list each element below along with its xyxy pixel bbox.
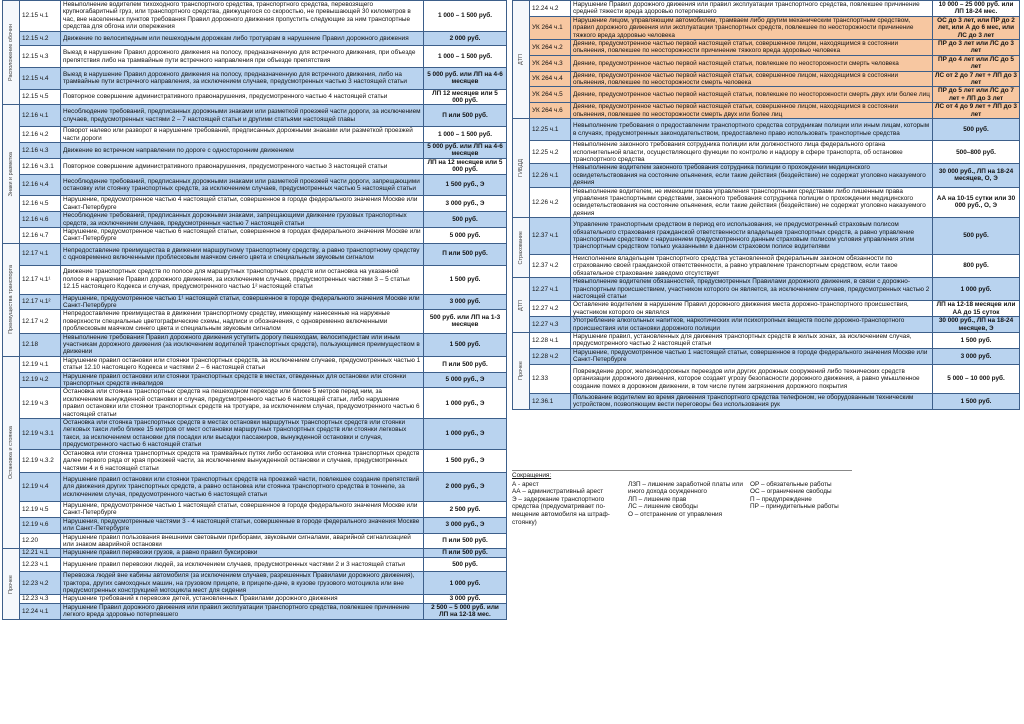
description-cell: Нарушение требований к перевозке детей, установленных Правилами дорожного движения	[61, 595, 424, 603]
description-cell: Непредоставление преимущества в движении транспортному средству, имеющему нанесенные на наружные поверхности специальные цветографические схемы, надписи и обозначения, с одновременно включенными проблесковым маячком синего цвета и специальным звуковым сигналом	[61, 310, 424, 333]
fine-cell: 2 500 руб.	[424, 501, 507, 517]
description-cell: Деяние, предусмотренное частью первой настоящей статьи, повлекшее по неосторожности смерть человека	[571, 55, 933, 71]
legend-column	[628, 481, 746, 527]
article-cell: 12.17 ч.1²	[20, 294, 61, 310]
legend-item: Э – задержание транспортного средства (предусматривает помещение автомобиля на штрафстоянку)	[512, 495, 610, 526]
article-cell: УК 264 ч.4	[530, 71, 571, 87]
fine-cell: 30 000 руб., ЛП на 18-24 месяцев, Э	[933, 317, 1020, 333]
article-cell: 12.17 ч.1¹	[20, 265, 61, 294]
fine-cell: П или 500 руб.	[424, 356, 507, 372]
article-cell: 12.24 ч.2	[530, 1, 571, 17]
legend-item: ПР – принудительные работы	[750, 503, 839, 511]
description-cell: Нарушение правил остановки или стоянки транспортных средств в местах, отведенных для остановки или стоянки транспортных средств инвалидов	[61, 372, 424, 388]
description-cell: Нарушение правил пользования внешними световыми приборами, звуковыми сигналами, аварийной сигнализацией или знаком аварийной остановки	[61, 533, 424, 549]
fine-row	[3, 67, 507, 89]
fine-row	[3, 105, 507, 127]
article-cell: 12.27 ч.1	[530, 278, 571, 301]
section-label-text: Знаки и разметка	[8, 151, 14, 197]
description-cell: Деяние, предусмотренное частью первой настоящей статьи, повлекшее по неосторожности смерть двух или более лиц	[571, 87, 933, 103]
fine-row	[513, 87, 1020, 103]
fine-row	[3, 517, 507, 533]
fine-cell: 3 000 руб.	[933, 348, 1020, 364]
description-cell: Выезд в нарушение Правил дорожного движения на полосу, предназначенную для встречного движения, при объезде препятствия либо на трамвайные пути встречного направления при объезде препятствия	[61, 46, 424, 68]
fine-row	[513, 71, 1020, 87]
legend-item: ЛП – лишение прав	[628, 495, 687, 503]
article-cell: 12.26 ч.1	[530, 164, 571, 187]
fine-row	[3, 310, 507, 333]
section-label	[513, 333, 530, 410]
article-cell: 12.19 ч.3.1	[20, 419, 61, 450]
right-column	[512, 0, 1020, 722]
fine-cell: 1 500 руб.	[424, 333, 507, 356]
article-cell: 12.24 ч.1	[20, 603, 61, 619]
article-cell: 12.15 ч.2	[20, 31, 61, 46]
right-fines-table	[512, 0, 1020, 410]
fine-row	[3, 356, 507, 372]
description-cell: Остановка или стоянка транспортных средств на трамвайных путях либо остановка или стоянка транспортных средств далее первого ряда от края проезжей части, за исключением вынужденной остановки и случаев, предусмотренных частями 4 и 6 настоящей статьи	[61, 449, 424, 472]
article-cell: 12.28 ч.2	[530, 348, 571, 364]
fine-row	[3, 549, 507, 557]
legend-item: АА – административный арест	[512, 488, 604, 496]
fine-cell: 2 000 руб.	[424, 31, 507, 46]
article-cell: 12.33	[530, 364, 571, 393]
section-label	[3, 243, 20, 356]
fine-cell: ЛП на 12 месяцев или 5 000 руб.	[424, 158, 507, 174]
section-label-text: Остановка и стоянка	[8, 426, 14, 480]
section-label	[3, 105, 20, 243]
description-cell: Нарушение Правил дорожного движения или правил эксплуатации транспортного средства, повлекшее причинение средней тяжести вреда здоровью потерпевшего	[571, 1, 933, 17]
fine-row	[513, 278, 1020, 301]
article-cell: 12.23 ч.1	[20, 557, 61, 572]
fine-row	[513, 141, 1020, 164]
article-cell: 12.21 ч.1	[20, 549, 61, 557]
left-column	[2, 0, 507, 722]
article-cell: УК 264 ч.6	[530, 103, 571, 119]
legend-item: ЛС – лишение свободы	[628, 503, 698, 511]
description-cell: Нарушение правил перевозки грузов, а равно правил буксировки	[61, 549, 424, 557]
fine-row	[3, 333, 507, 356]
section-label	[513, 218, 530, 278]
description-cell: Оставление водителем в нарушение Правил дорожного движения места дорожно-транспортного происшествия, участником которого он являлся	[571, 301, 933, 317]
legend-item: ОР – обязательные работы	[750, 480, 832, 488]
description-cell: Движение по велосипедным или пешеходным дорожкам либо тротуарам в нарушение Правил дорожного движения	[61, 31, 424, 46]
fine-cell: 1 500 руб.	[933, 333, 1020, 349]
fine-cell: 500 руб.	[424, 212, 507, 228]
legend-column	[750, 481, 860, 527]
fine-row	[3, 143, 507, 159]
fine-row	[513, 164, 1020, 187]
fine-cell: 5 000 руб. или ЛП на 4-6 месяцев	[424, 67, 507, 89]
fine-row	[513, 55, 1020, 71]
description-cell: Нарушение правил остановки или стоянки транспортных средств на проезжей части, повлекшее создание препятствий для движения других транспортных средств, а равно остановка или стоянка транспортного средства в тоннеле, за исключением случая, предусмотренного частью 6 настоящей статьи	[61, 472, 424, 501]
section-label-text: Прочее	[518, 361, 524, 381]
fine-cell: ЛС от 2 до 7 лет + ЛП до 3 лет	[933, 71, 1020, 87]
fine-cell: 1 000 руб., Э	[424, 388, 507, 419]
fine-cell: 500–800 руб.	[933, 141, 1020, 164]
description-cell: Несоблюдение требований, предписанных дорожными знаками или разметкой проезжей части дороги, запрещающими остановку или стоянку транспортных средств, за исключением случаев, предусмотренных частью 5 настоящей статьи	[61, 174, 424, 196]
fine-row	[3, 31, 507, 46]
fine-cell: ПР до 5 лет или ЛС до 7 лет + ЛП до 3 лет	[933, 87, 1020, 103]
fine-row	[3, 419, 507, 450]
fine-cell: 5 000 руб., Э	[424, 372, 507, 388]
description-cell: Повторное совершение административного правонарушения, предусмотренного частью 4 настоящей статьи	[61, 89, 424, 105]
fine-cell: ПР до 3 лет или ЛС до 3 лет	[933, 40, 1020, 56]
description-cell: Повторное совершение административного правонарушения, предусмотренного частью 3 настоящей статьи	[61, 158, 424, 174]
legend-item: О – отстранение от управления	[628, 510, 723, 518]
fine-row	[513, 394, 1020, 410]
fine-row	[3, 603, 507, 619]
fine-row	[3, 196, 507, 212]
fine-cell: 1 500 руб.	[424, 265, 507, 294]
fine-row	[513, 218, 1020, 255]
article-cell: 12.25 ч.1	[530, 119, 571, 141]
description-cell: Пользование водителем во время движения транспортного средства телефоном, не оборудованным техническим устройством, позволяющим вести переговоры без использования рук	[571, 394, 933, 410]
fine-cell: П или 500 руб.	[424, 549, 507, 557]
section-label	[3, 356, 20, 549]
fine-row	[513, 254, 1020, 277]
fine-cell: 500 руб. или ЛП на 1-3 месяцев	[424, 310, 507, 333]
section-label	[3, 1, 20, 105]
fine-row	[3, 174, 507, 196]
article-cell: 12.25 ч.2	[530, 141, 571, 164]
article-cell: 12.26 ч.2	[530, 187, 571, 218]
fine-cell: 1 500 руб.	[933, 394, 1020, 410]
fine-cell: ЛП 12 месяцев или 5 000 руб.	[424, 89, 507, 105]
fine-cell: 1 000 руб.	[933, 278, 1020, 301]
legend-item: ОС – ограничение свободы	[750, 488, 832, 496]
fine-cell: 500 руб.	[933, 218, 1020, 255]
article-cell: 12.16 ч.4	[20, 174, 61, 196]
fine-cell: 10 000 – 25 000 руб. или ЛП 18-24 мес.	[933, 1, 1020, 17]
fine-row	[3, 557, 507, 572]
legend-title: Сокращения:	[512, 472, 552, 479]
article-cell: 12.23 ч.3	[20, 595, 61, 603]
section-label	[3, 549, 20, 619]
section-label-text: Прочее	[8, 574, 14, 594]
fine-cell: 3 000 руб.	[424, 595, 507, 603]
article-cell: 12.16 ч.6	[20, 212, 61, 228]
fine-row	[513, 119, 1020, 141]
article-cell: 12.15 ч.3	[20, 46, 61, 68]
description-cell: Остановка или стоянка транспортных средств в местах остановки маршрутных транспортных средств или стоянки легковых такси либо ближе 15 метров от мест остановки маршрутных транспортных средств или стоянки легковых такси, за исключением остановки для посадки или высадки пассажиров, вынужденной остановки и случая, предусмотренного частью 6 настоящей статьи	[61, 419, 424, 450]
section-label-text: Преимущества транспорта	[8, 265, 14, 335]
fine-row	[3, 449, 507, 472]
description-cell: Нарушение правил остановки или стоянки транспортных средств, за исключением случаев, предусмотренных частью 1 статьи 12.10 настоящего Кодекса и частями 2 – 6 настоящей статьи	[61, 356, 424, 372]
description-cell: Движение транспортных средств по полосе для маршрутных транспортных средств или остановка на указанной полосе в нарушение Правил дорожного движения, за исключением случаев, предусмотренных частями 3 – 5 статьи 12.15 настоящего Кодекса и случая, предусмотренного частью 1² настоящей статьи	[61, 265, 424, 294]
fine-row	[3, 595, 507, 603]
article-cell: 12.37 ч.2	[530, 254, 571, 277]
fine-row	[513, 317, 1020, 333]
description-cell: Неисполнение владельцем транспортного средства установленной федеральным законом обязанности по страхованию своей гражданской ответственности, а равно управление транспортным средством, если такое обязательное страхование заведомо отсутствует	[571, 254, 933, 277]
description-cell: Нарушение лицом, управляющим автомобилем, трамваем либо другим механическим транспортным средством, правил дорожного движения или эксплуатации транспортных средств, повлекшее по неосторожности причинение тяжкого вреда здоровью человека	[571, 16, 933, 39]
description-cell: Поворот налево или разворот в нарушение требований, предписанных дорожными знаками или разметкой проезжей части дороги	[61, 127, 424, 143]
fine-row	[3, 388, 507, 419]
section-label	[513, 278, 530, 333]
abbreviations-legend	[512, 470, 852, 526]
description-cell: Невыполнение водителем законного требования сотрудника полиции о прохождении медицинского освидетельствования на состояние опьянения, если такие действия (бездействие) не содержат уголовно наказуемого деяния	[571, 164, 933, 187]
article-cell: 12.19 ч.2	[20, 372, 61, 388]
fine-cell: П или 500 руб.	[424, 105, 507, 127]
fine-row	[3, 228, 507, 244]
description-cell: Невыполнение требования о предоставлении транспортного средства сотрудникам полиции или иным лицам, которым в случаях, предусмотренных законодательством, предоставлено право использовать транспортные средства	[571, 119, 933, 141]
article-cell: УК 264 ч.2	[530, 40, 571, 56]
fine-row	[513, 1, 1020, 17]
article-cell: 12.19 ч.3	[20, 388, 61, 419]
description-cell: Нарушение правил, установленных для движения транспортных средств в жилых зонах, за исключением случая, предусмотренного частью 2 настоящей статьи	[571, 333, 933, 349]
description-cell: Деяние, предусмотренное частью первой настоящей статьи, совершенное лицом, находящимся в состоянии опьянения, повлекшее по неосторожности смерть человека	[571, 71, 933, 87]
legend-item: А - арест	[512, 480, 539, 488]
fine-cell: 5 000 – 10 000 руб.	[933, 364, 1020, 393]
description-cell: Несоблюдение требований, предписанных дорожными знаками или разметкой проезжей части дороги, за исключением случаев, предусмотренных частями 2 – 7 настоящей статьи и другими статьями настоящей главы	[61, 105, 424, 127]
description-cell: Перевозка людей вне кабины автомобиля (за исключением случаев, разрешенных Правилами дорожного движения), трактора, других самоходных машин, на грузовом прицепе, в прицепе-даче, в кузове грузового мотоцикла или вне предусмотренных конструкцией мотоцикла мест для сидения	[61, 572, 424, 595]
description-cell: Невыполнение водителем обязанностей, предусмотренных Правилами дорожного движения, в связи с дорожно-транспортным происшествием, участником которого он является, за исключением случаев, предусмотренных частью 2 настоящей статьи	[571, 278, 933, 301]
fine-row	[3, 265, 507, 294]
fine-row	[3, 572, 507, 595]
fine-row	[3, 243, 507, 265]
fine-row	[513, 333, 1020, 349]
description-cell: Невыполнение законного требования сотрудника полиции или должностного лица федерального органа исполнительной власти, осуществляющего функции по контролю и надзору в сфере транспорта, об остановке транспортного средства	[571, 141, 933, 164]
fine-cell: П или 500 руб.	[424, 243, 507, 265]
article-cell: 12.19 ч.1	[20, 356, 61, 372]
description-cell: Нарушение, предусмотренное частью 1 настоящей статьи, совершенное в городе федерального значения Москве или Санкт-Петербурге	[61, 501, 424, 517]
article-cell: 12.36.1	[530, 394, 571, 410]
article-cell: 12.19 ч.4	[20, 472, 61, 501]
fine-cell: 1 500 руб., Э	[424, 174, 507, 196]
fine-cell: 500 руб.	[424, 557, 507, 572]
section-label-text: Расположение обочин	[8, 24, 14, 82]
section-label-text: ГИБДД	[518, 159, 524, 178]
article-cell: 12.20	[20, 533, 61, 549]
fine-cell: П или 500 руб.	[424, 533, 507, 549]
article-cell: УК 264 ч.3	[530, 55, 571, 71]
article-cell: УК 264 ч.5	[530, 87, 571, 103]
fine-cell: 3 000 руб.	[424, 294, 507, 310]
fine-row	[3, 1, 507, 32]
article-cell: 12.17 ч.1	[20, 243, 61, 265]
section-label	[513, 1, 530, 119]
article-cell: 12.16 ч.7	[20, 228, 61, 244]
fine-cell: 3 000 руб., Э	[424, 196, 507, 212]
legend-item: П – предупреждение	[750, 495, 812, 503]
left-fines-table	[2, 0, 507, 620]
fine-row	[513, 16, 1020, 39]
section-label	[513, 119, 530, 218]
description-cell: Деяние, предусмотренное частью первой настоящей статьи, совершенное лицом, находящимся в состоянии опьянения, повлекшее по неосторожности смерть двух или более лиц	[571, 103, 933, 119]
fine-row	[513, 187, 1020, 218]
article-cell: 12.16 ч.2	[20, 127, 61, 143]
article-cell: 12.18	[20, 333, 61, 356]
description-cell: Нарушение, предусмотренное частью 6 настоящей статьи, совершенное в городах федерального значения Москве или Санкт-Петербурге	[61, 228, 424, 244]
fine-cell: 1 000 руб.	[424, 572, 507, 595]
fine-row	[513, 364, 1020, 393]
description-cell: Нарушение, предусмотренное частью 1¹ настоящей статьи, совершенное в городе федерального значения Москве или Санкт-Петербурге	[61, 294, 424, 310]
description-cell: Выезд в нарушение Правил дорожного движения на полосу, предназначенную для встречного движения, либо на трамвайные пути встречного направления, за исключением случаев, предусмотренных частью 3 настоящей статьи	[61, 67, 424, 89]
article-cell: 12.16 ч.3.1	[20, 158, 61, 174]
fine-row	[513, 40, 1020, 56]
description-cell: Нарушение правил перевозки людей, за исключением случаев, предусмотренных частями 2 и 3 настоящей статьи	[61, 557, 424, 572]
fine-cell: ЛП на 12-18 месяцев или АА до 15 суток	[933, 301, 1020, 317]
article-cell: 12.16 ч.1	[20, 105, 61, 127]
article-cell: 12.19 ч.3.2	[20, 449, 61, 472]
article-cell: 12.27 ч.2	[530, 301, 571, 317]
article-cell: 12.19 ч.6	[20, 517, 61, 533]
fine-row	[3, 212, 507, 228]
fine-row	[3, 533, 507, 549]
description-cell: Нарушение Правил дорожного движения или правил эксплуатации транспортного средства, повлекшее причинение легкого вреда здоровью потерпевшего	[61, 603, 424, 619]
description-cell: Непредоставление преимущества в движении маршрутному транспортному средству, а равно транспортному средству с одновременно включенными проблесковым маячком синего цвета и специальным звуковым сигналом	[61, 243, 424, 265]
fine-cell: 1 000 – 1 500 руб.	[424, 1, 507, 32]
fine-row	[3, 501, 507, 517]
section-label-text: Страхование	[518, 230, 524, 265]
article-cell: 12.15 ч.5	[20, 89, 61, 105]
description-cell: Несоблюдение требований, предписанных дорожными знаками, запрещающими движение грузовых транспортных средств, за исключением случаев, предусмотренных частью 7 настоящей статьи	[61, 212, 424, 228]
article-cell: 12.28 ч.1	[530, 333, 571, 349]
description-cell: Употребление алкогольных напитков, наркотических или психотропных веществ после дорожно-транспортного происшествия или остановки дорожного полиции	[571, 317, 933, 333]
fine-cell: 1 000 – 1 500 руб.	[424, 127, 507, 143]
article-cell: 12.37 ч.1	[530, 218, 571, 255]
fine-row	[3, 158, 507, 174]
description-cell: Повреждение дорог, железнодорожных переездов или других дорожных сооружений либо технических средств организации дорожного движения, которое создает угрозу безопасности дорожного движения, а равно умышленное создание помех в дорожном движении, в том числе путем загрязнения дорожного покрытия	[571, 364, 933, 393]
article-cell: 12.17 ч.2	[20, 310, 61, 333]
fine-cell: ЛС от 4 до 9 лет + ЛП до 3 лет	[933, 103, 1020, 119]
article-cell: 12.23 ч.2	[20, 572, 61, 595]
description-cell: Невыполнение водителем тихоходного транспортного средства, транспортного средства, перевозящего крупногабаритный груз, или транспортного средства, движущегося со скоростью, не превышающей 30 километров в час, вне населенных пунктов требования Правил дорожного движения пропустить следующие за ним транспортные средства для обгона или опережения	[61, 1, 424, 32]
description-cell: Управление транспортным средством в период его использования, не предусмотренный страховым полисом обязательного страхования гражданской ответственности владельцев транспортных средств, а равно управление транспортным средством с нарушением предусмотренного данным страховым полисом условия управления этим транспортным средством только указанными в данном страховом полисе водителями	[571, 218, 933, 255]
fine-row	[3, 89, 507, 105]
fine-cell: 1 500 руб., Э	[424, 449, 507, 472]
fine-row	[3, 372, 507, 388]
description-cell: Остановка или стоянка транспортных средств на пешеходном переходе или ближе 5 метров перед ним, за исключением вынужденной остановки и случая, предусмотренного частью 6 настоящей статьи, либо нарушение правил остановки или стоянки транспортных средств на тротуаре, за исключением случая, предусмотренного частью 6 настоящей статьи	[61, 388, 424, 419]
article-cell: 12.16 ч.3	[20, 143, 61, 159]
fine-row	[513, 301, 1020, 317]
fine-cell: АА на 10-15 сутки или 30 000 руб., О, Э	[933, 187, 1020, 218]
fine-cell: 1 000 руб., Э	[424, 419, 507, 450]
fine-cell: ПР до 4 лет или ЛС до 5 лет	[933, 55, 1020, 71]
fine-row	[513, 348, 1020, 364]
fine-cell: 500 руб.	[933, 119, 1020, 141]
article-cell: УК 264 ч.1	[530, 16, 571, 39]
fine-row	[513, 103, 1020, 119]
article-cell: 12.15 ч.4	[20, 67, 61, 89]
article-cell: 12.16 ч.5	[20, 196, 61, 212]
description-cell: Деяние, предусмотренное частью первой настоящей статьи, совершенное лицом, находящимся в состоянии опьянения, повлекшее по неосторожности причинение тяжкого вреда здоровью человека	[571, 40, 933, 56]
fine-row	[3, 46, 507, 68]
fine-cell: 800 руб.	[933, 254, 1020, 277]
fine-cell: 1 000 – 1 500 руб.	[424, 46, 507, 68]
fine-row	[3, 472, 507, 501]
description-cell: Невыполнение водителем, не имеющим права управления транспортными средствами либо лишенным права управления транспортными средствами, законного требования сотрудника полиции о прохождении медицинского освидетельствования на состояние опьянения, если такие действия (бездействие) не содержат уголовно наказуемого деяния	[571, 187, 933, 218]
legend-item: ЛЗП – лишение заработной платы или иного дохода осужденного	[628, 480, 743, 496]
fine-cell: 30 000 руб., ЛП на 18-24 месяцев, О, Э	[933, 164, 1020, 187]
description-cell: Нарушения, предусмотренные частями 3 - 4 настоящей статьи, совершенные в городе федерального значения Москве или Санкт-Петербурге	[61, 517, 424, 533]
description-cell: Нарушение, предусмотренное частью 4 настоящей статьи, совершенное в городе федерального значения Москве или Санкт-Петербурге	[61, 196, 424, 212]
description-cell: Нарушение, предусмотренное частью 1 настоящей статьи, совершенное в городе федерального значения Москве или Санкт-Петербурге	[571, 348, 933, 364]
legend-grid	[512, 481, 852, 527]
article-cell: 12.19 ч.5	[20, 501, 61, 517]
fine-cell: 5 000 руб.	[424, 228, 507, 244]
section-label-text: ДТП	[518, 299, 524, 311]
fine-cell: 2 000 руб., Э	[424, 472, 507, 501]
description-cell: Движение во встречном направлении по дороге с односторонним движением	[61, 143, 424, 159]
legend-column	[512, 481, 624, 527]
fine-cell: ОС до 3 лет, или ПР до 2 лет, или А до 6 мес, или ЛС до 3 лет	[933, 16, 1020, 39]
section-label-text: ДТП	[518, 54, 524, 66]
fine-cell: 2 500 – 5 000 руб. или ЛП на 12-18 мес.	[424, 603, 507, 619]
fine-cell: 5 000 руб. или ЛП на 4-6 месяцев	[424, 143, 507, 159]
fine-row	[3, 294, 507, 310]
article-cell: 12.27 ч.3	[530, 317, 571, 333]
fine-cell: 3 000 руб., Э	[424, 517, 507, 533]
description-cell: Невыполнение требования Правил дорожного движения уступить дорогу пешеходам, велосипедистам или иным участникам дорожного движения (за исключением водителей транспортных средств), пользующимся преимуществом в движении	[61, 333, 424, 356]
fine-row	[3, 127, 507, 143]
article-cell: 12.15 ч.1	[20, 1, 61, 32]
